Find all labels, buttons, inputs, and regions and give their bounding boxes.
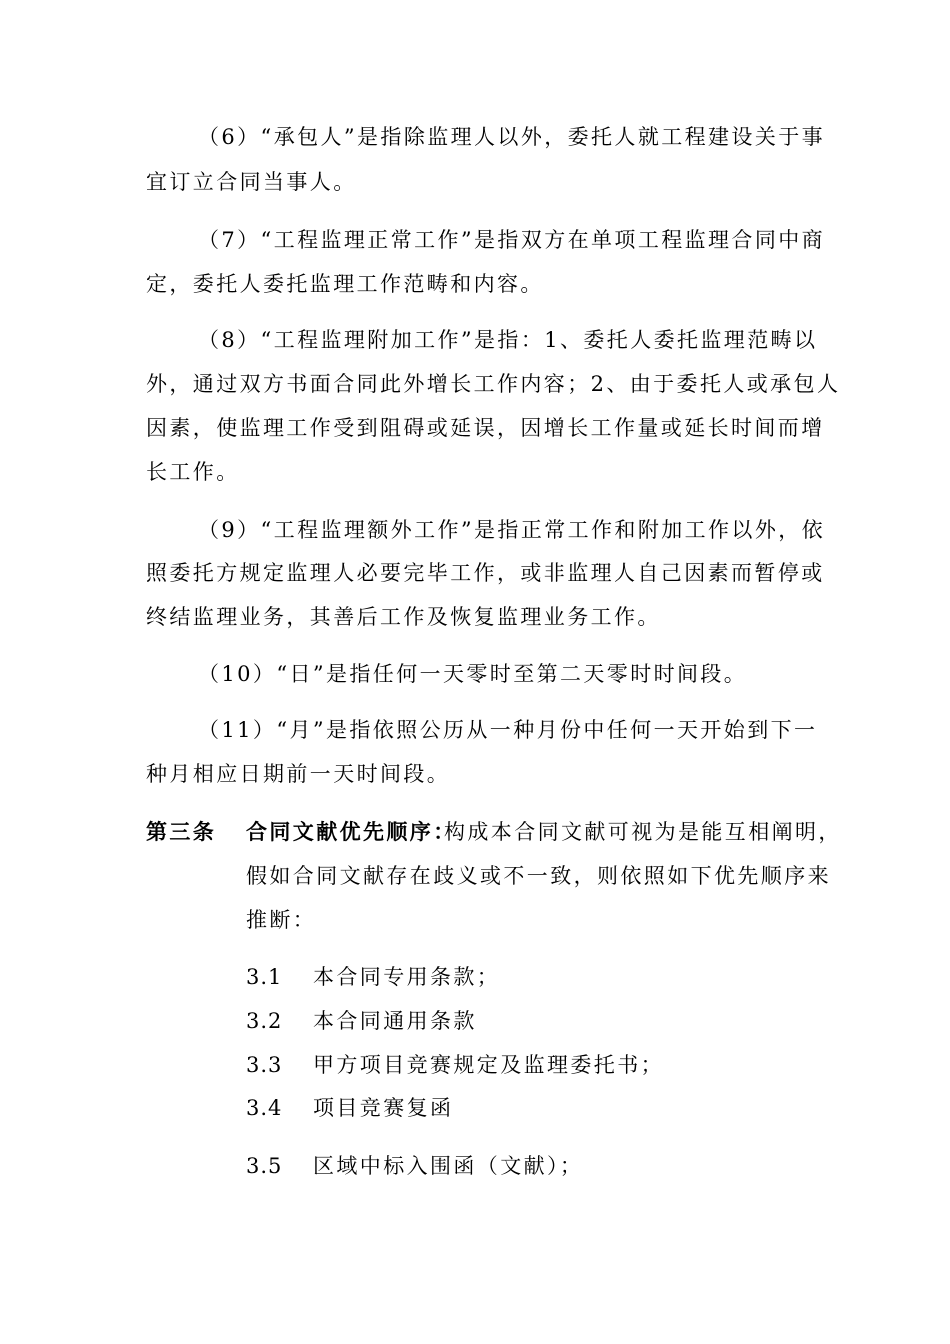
item-3-1-number: 3.1 (246, 965, 283, 989)
para-9-line-3: 终结监理业务，其善后工作及恢复监理业务工作。 (146, 605, 661, 629)
item-3-2-text: 本合同通用条款 (313, 1009, 477, 1033)
para-8-line-4: 长工作。 (146, 460, 240, 484)
para-9-line-1: （9）“工程监理额外工作”是指正常工作和附加工作以外，依 (198, 518, 826, 542)
article-3-heading: 合同文献优先顺序： (246, 819, 457, 844)
article-3-line-1: 构成本合同文献可视为是能互相阐明， (444, 820, 842, 844)
item-3-4-number: 3.4 (246, 1096, 283, 1120)
para-6-line-1: （6）“承包人”是指除监理人以外，委托人就工程建设关于事 (198, 125, 826, 149)
para-7-line-1: （7）“工程监理正常工作”是指双方在单项工程监理合同中商 (198, 228, 826, 252)
para-11-line-1: （11）“月”是指依照公历从一种月份中任何一天开始到下一 (198, 718, 818, 742)
article-3-line-2: 假如合同文献存在歧义或不一致，则依照如下优先顺序来 (246, 864, 831, 888)
item-3-4-text: 项目竞赛复函 (313, 1096, 454, 1120)
para-8-line-2: 外，通过双方书面合同此外增长工作内容；2、由于委托人或承包人 (146, 372, 841, 396)
item-3-5-text: 区域中标入围函（文献）； (313, 1154, 584, 1178)
item-3-5-number: 3.5 (246, 1154, 283, 1178)
item-3-3-text: 甲方项目竞赛规定及监理委托书； (313, 1053, 664, 1077)
para-6-line-2: 宜订立合同当事人。 (146, 170, 357, 194)
para-8-line-3: 因素，使监理工作受到阻碍或延误，因增长工作量或延长时间而增 (146, 416, 825, 440)
article-3-label: 第三条 (146, 819, 217, 844)
para-9-line-2: 照委托方规定监理人必要完毕工作，或非监理人自己因素而暂停或 (146, 561, 825, 585)
para-7-line-2: 定，委托人委托监理工作范畴和内容。 (146, 272, 544, 296)
article-3-line-3: 推断： (246, 908, 317, 932)
para-11-line-2: 种月相应日期前一天时间段。 (146, 762, 451, 786)
item-3-1-text: 本合同专用条款； (313, 965, 501, 989)
item-3-3-number: 3.3 (246, 1053, 283, 1077)
para-8-line-1: （8）“工程监理附加工作”是指：1、委托人委托监理范畴以 (198, 328, 818, 352)
para-10-line-1: （10）“日”是指任何一天零时至第二天零时时间段。 (198, 662, 748, 686)
item-3-2-number: 3.2 (246, 1009, 283, 1033)
